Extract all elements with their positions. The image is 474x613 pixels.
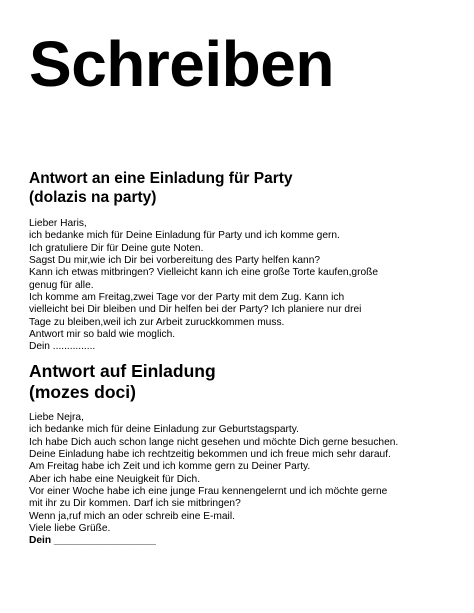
letter-line: ich bedanke mich für Deine Einladung für Party und ich komme gern. [29,230,340,242]
section-2-heading-line-2: (mozes doci) [29,382,136,402]
letter-line: Liebe Nejra, [29,412,84,423]
letter-line: Dein ............... [29,341,96,353]
letter-line: Ich komme am Freitag,zwei Tage vor der Party mit dem Zug. Kann ich [29,292,345,304]
letter-line: Deine Einladung habe ich rechtzeitig bekommen und ich freue mich sehr darauf. [29,449,391,461]
letter-signoff: Dein __________________ [29,535,156,547]
letter-line: vielleicht bei Dir bleiben und Dir helfen bei der Party? Ich planiere nur drei [29,304,362,316]
letter-line: Sagst Du mir,wie ich Dir bei vorbereitung des Party helfen kann? [29,255,321,267]
section-2-heading-line-1: Antwort auf Einladung [29,361,216,381]
letter-line: Am Freitag habe ich Zeit und ich komme gern zu Deiner Party. [29,461,311,473]
letter-line: Lieber Haris, [29,218,87,229]
letter-line: Aber ich habe eine Neuigkeit für Dich. [29,473,201,485]
section-1-heading-line-1: Antwort an eine Einladung für Party [29,170,293,187]
letter-line: genug für alle. [29,279,94,291]
letter-line: ich bedanke mich für deine Einladung zur Geburtstagsparty. [29,424,299,436]
document-title: Schreiben [29,28,334,100]
letter-line: Viele liebe Grüße. [29,523,111,535]
section-2-letter [29,412,459,548]
letter-line: mit ihr zu Dir kommen. Darf ich sie mitbringen? [29,498,241,510]
section-1-heading-line-2: (dolazis na party) [29,188,157,206]
letter-line: Ich habe Dich auch schon lange nicht gesehen und möchte Dich gerne besuchen. [29,436,399,448]
section-1-heading [29,170,293,207]
letter-line: Vor einer Woche habe ich eine junge Frau kennengelernt und ich möchte gerne [29,486,388,498]
letter-line: Tage zu bleiben,weil ich zur Arbeit zuruckkommen muss. [29,316,285,328]
section-1-letter [29,218,459,354]
letter-line: Antwort mir so bald wie moglich. [29,329,176,341]
letter-line: Ich gratuliere Dir für Deine gute Noten. [29,242,204,254]
letter-line: Wenn ja,ruf mich an oder schreib eine E-mail. [29,510,235,522]
letter-line: Kann ich etwas mitbringen? Vielleicht kann ich eine große Torte kaufen,große [29,267,379,279]
section-2-heading [29,361,216,403]
